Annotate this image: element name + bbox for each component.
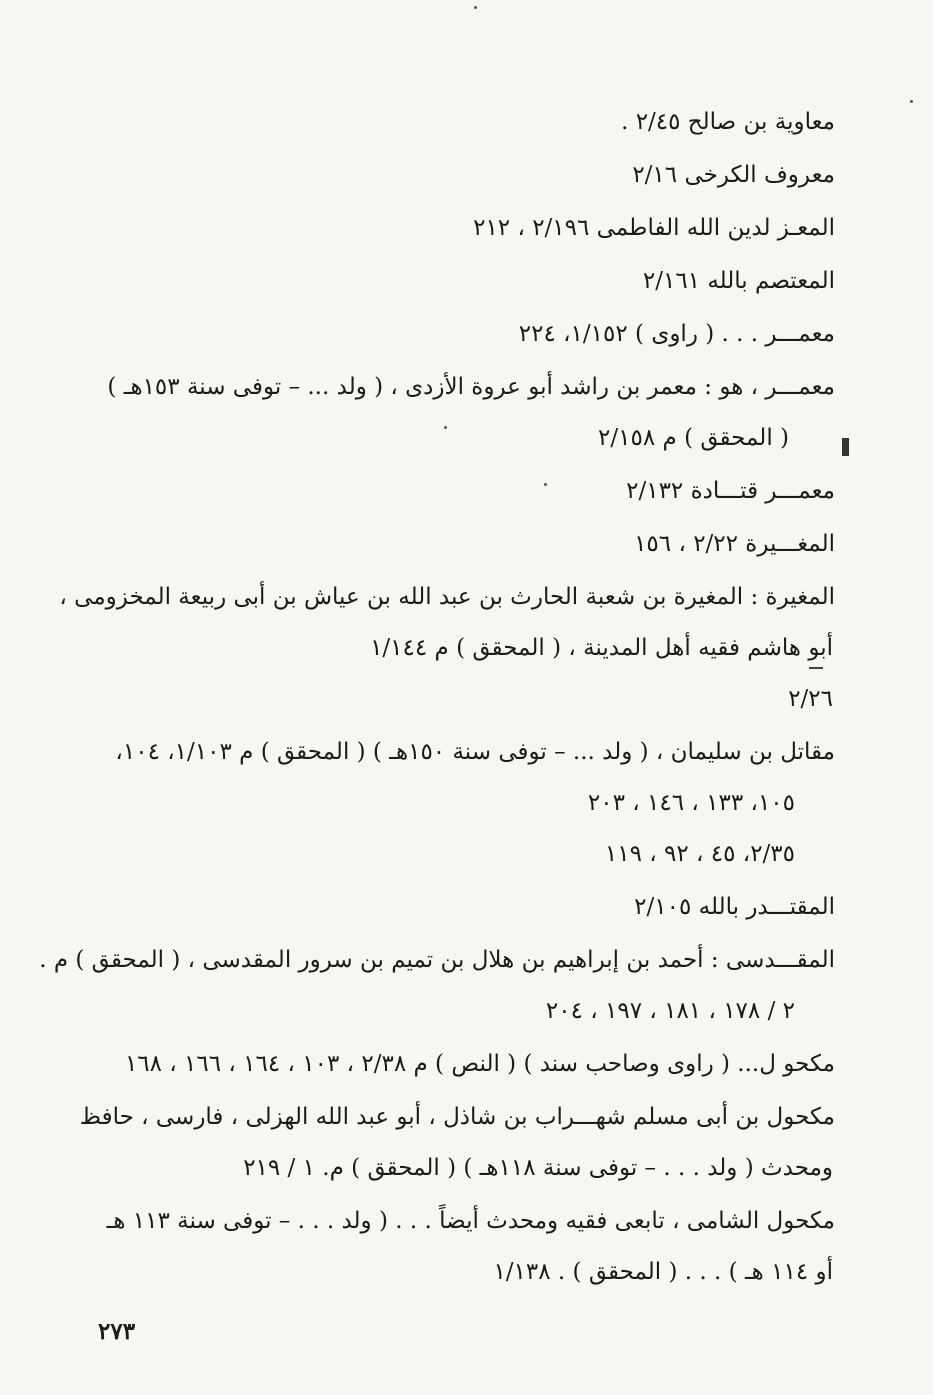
index-entries: [39, 108, 835, 1311]
entry-continuation-line: ٢/٣٥، ٤٥ ، ٩٢ ، ١١٩: [604, 841, 795, 867]
scan-speck: [544, 483, 547, 486]
index-entry: [105, 320, 835, 349]
entry-line: معمـــر . . . ( راوى ) ١/١٥٢، ٢٢٤: [518, 321, 835, 347]
index-entry: [79, 1103, 835, 1183]
index-entry: [105, 1050, 835, 1079]
index-entry: [105, 477, 835, 506]
scan-blemish: [842, 438, 849, 456]
index-entry: [105, 108, 835, 137]
entry-continuation-line: أبو هاشم فقيه أهل المدينة ، ( المحقق ) م ١/١٤٤: [370, 635, 833, 661]
index-entry: [59, 583, 835, 714]
index-entry: [105, 738, 835, 869]
entry-continuation-line: ٢ / ١٧٨ ، ١٨١ ، ١٩٧ ، ٢٠٤: [545, 998, 795, 1024]
index-entry: [105, 1207, 835, 1287]
index-entry: [105, 530, 835, 559]
entry-line: معمـــر قتـــادة ٢/١٣٢: [626, 478, 835, 504]
entry-line: مكحول الشامى ، تابعى فقيه ومحدث أيضاً . . . ( ولد . . . – توفى سنة ١١٣ هـ: [106, 1208, 835, 1234]
entry-line: المغـــيرة ٢/٢٢ ، ١٥٦: [634, 531, 835, 557]
index-entry: [39, 946, 835, 1026]
entry-continuation-line: ١٠٥، ١٣٣ ، ١٤٦ ، ٢٠٣: [587, 790, 795, 816]
entry-line: معاوية بن صالح ٢/٤٥ .: [621, 109, 835, 135]
page-number: ٢٧٣: [98, 1318, 136, 1345]
scan-speck: [474, 6, 477, 9]
entry-line: معروف الكرخى ٢/١٦: [632, 162, 835, 188]
entry-line: المغيرة : المغيرة بن شعبة الحارث بن عبد الله بن عياش بن أبى ربيعة المخزومى ،: [59, 584, 835, 610]
entry-line: مكحول بن أبى مسلم شهـــراب بن شاذل ، أبو عبد الله الهزلى ، فارسى ، حافظ: [79, 1104, 835, 1130]
entry-line: المعـز لدين الله الفاطمى ٢/١٩٦ ، ٢١٢: [473, 215, 835, 241]
entry-continuation-line: ومحدث ( ولد . . . – توفى سنة ١١٨هـ ) ( المحقق ) م. ١ / ٢١٩: [243, 1155, 833, 1181]
index-entry: [105, 893, 835, 922]
entry-line: مكحو ل... ( راوى وصاحب سند ) ( النص ) م ٢/٣٨ ، ١٠٣ ، ١٦٤ ، ١٦٦ ، ١٦٨: [124, 1051, 835, 1077]
index-entry: [105, 214, 835, 243]
entry-line: معمـــر ، هو : معمر بن راشد أبو عروة الأزدى ، ( ولد ... – توفى سنة ١٥٣هـ ): [107, 374, 835, 400]
entry-continuation-line: ( المحقق ) م ٢/١٥٨: [598, 425, 789, 451]
scan-speck: [910, 100, 913, 103]
entry-line: المقتـــدر بالله ٢/١٠٥: [634, 894, 835, 920]
entry-continuation-line: أو ١١٤ هـ ) . . . ( المحقق ) . ١/١٣٨: [493, 1259, 833, 1285]
entry-line: مقاتل بن سليمان ، ( ولد ... – توفى سنة ١٥٠هـ ) ( المحقق ) م ١/١٠٣، ١٠٤،: [115, 739, 835, 765]
entry-continuation-line: ٢/٢٦: [788, 686, 833, 712]
entry-line: المقـــدسى : أحمد بن إبراهيم بن هلال بن تميم بن سرور المقدسى ، ( المحقق ) م .: [39, 947, 835, 973]
index-entry: [105, 267, 835, 296]
scan-blemish: [809, 667, 823, 669]
index-entry: [105, 373, 835, 453]
entry-line: المعتصم بالله ٢/١٦١: [642, 268, 835, 294]
index-entry: [105, 161, 835, 190]
scan-speck: [444, 426, 447, 429]
